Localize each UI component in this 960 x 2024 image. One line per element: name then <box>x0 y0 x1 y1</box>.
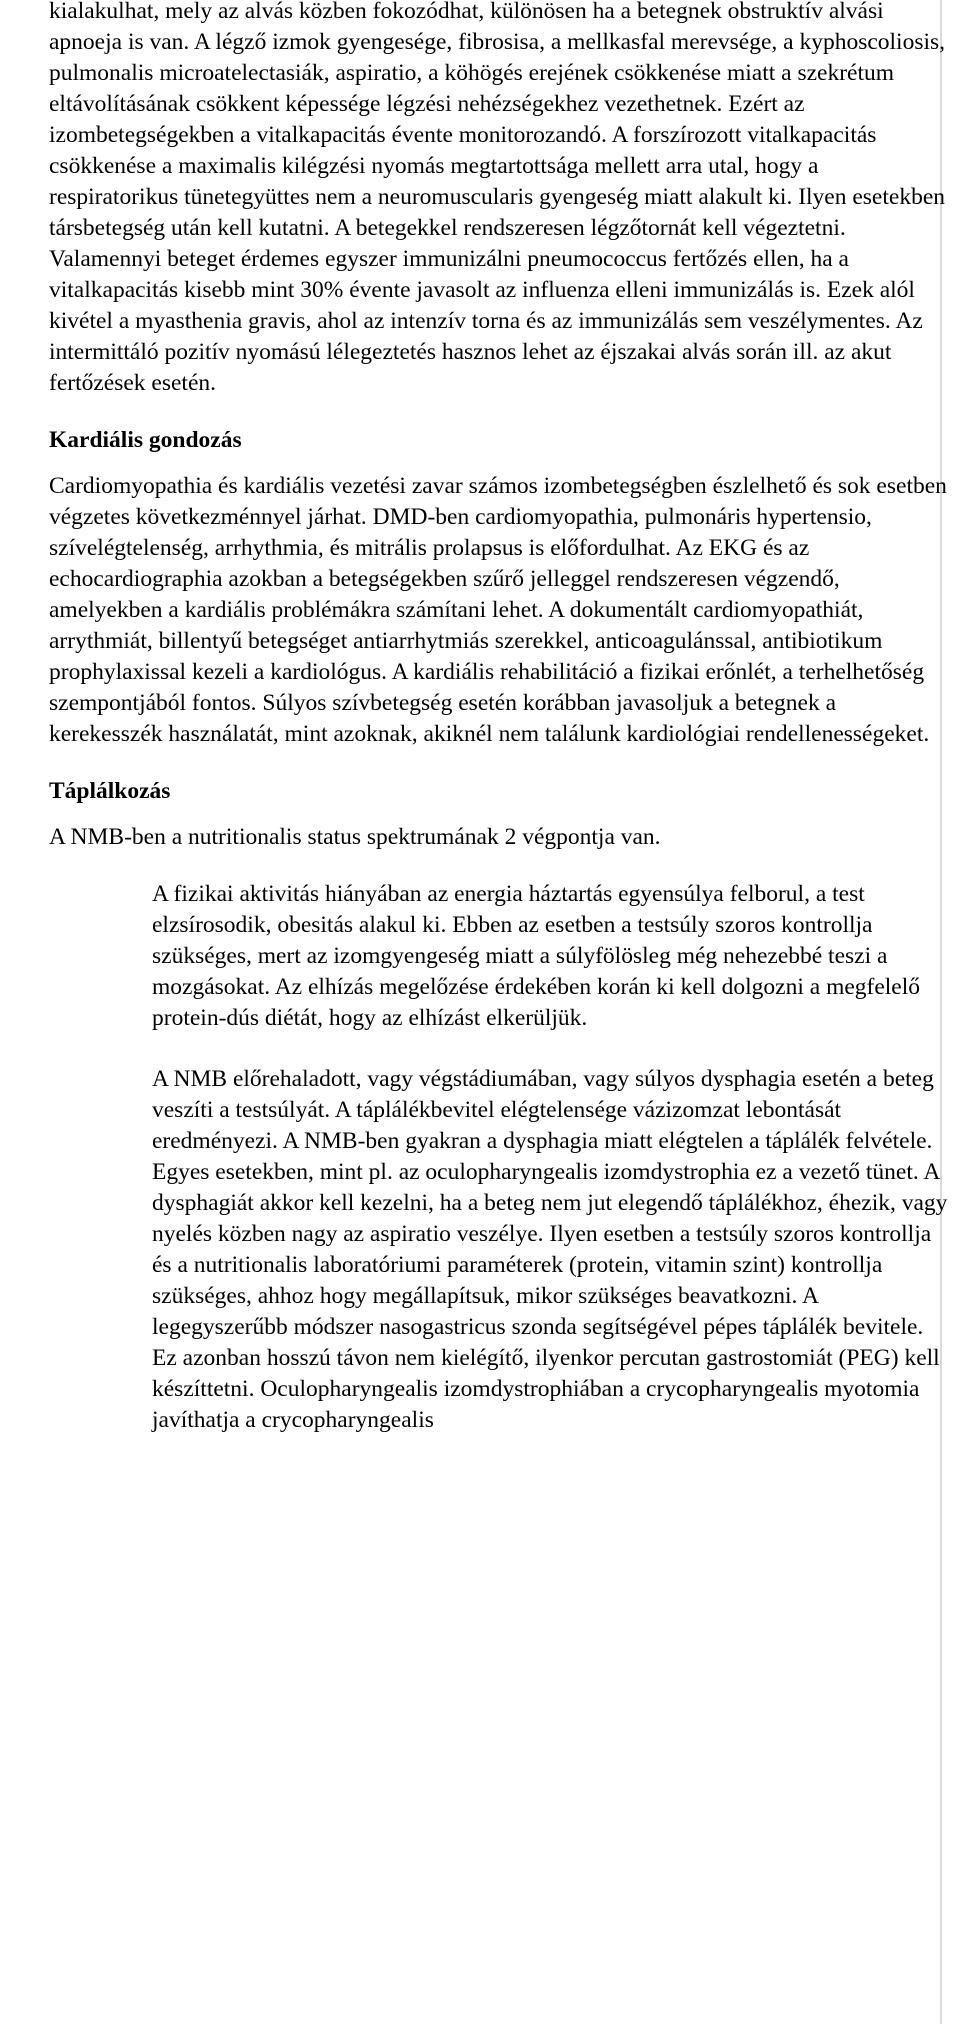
heading-nutrition: Táplálkozás <box>49 778 171 804</box>
cardiac-paragraph: Cardiomyopathia és kardiális vezetési zavar számos izombetegségben észlelhető és sok esetben végzetes következménnyel járhat. DMD-ben cardiomyopathia, pulmonáris hypertensio, szívelégtelenség, arrhythmia, és mitrális prolapsus is előfordulhat. Az EKG és az echocardiographia azokban a betegségekben szűrő jelleggel rendszeresen végzendő, amelyekben a kardiális problémákra számítani lehet. A dokumentált cardiomyopathiát, arrythmiát, billentyű betegséget antiarrhytmiás szerekkel, anticoagulánssal, antibiotikum prophylaxissal kezeli a kardiológus. A kardiális rehabilitáció a fizikai erőnlét, a terhelhetőség szempontjából fontos. Súlyos szívbetegség esetén korábban javasoljuk a betegnek a kerekesszék használatát, mint azoknak, akiknél nem találunk kardiológiai rendellenességeket. <box>49 473 947 747</box>
respiratory-paragraph: kialakulhat, mely az alvás közben fokozódhat, különösen ha a betegnek obstruktív alvási apnoeja is van. A légző izmok gyengesége, fibrosisa, a mellkasfal merevsége, a kyphoscoliosis, pulmonalis microatelectasiák, aspiratio, a köhögés erejének csökkenése miatt a szekrétum eltávolításának csökkent képessége légzési nehézségekhez vezethetnek. Ezért az izombetegségekben a vitalkapacitás évente monitorozandó. A forszírozott vitalkapacitás csökkenése a maximalis kilégzési nyomás megtartottsága mellett arra utal, hogy a respiratorikus tünetegyüttes nem a neuromuscularis gyengeség miatt alakult ki. Ilyen esetekben társbetegség után kell kutatni. A betegekkel rendszeresen légzőtornát kell végeztetni. Valamennyi beteget érdemes egyszer immunizálni pneumococcus fertőzés ellen, ha a vitalkapacitás kisebb mint 30% évente javasolt az influenza elleni immunizálás is. Ezek alól kivétel a myasthenia gravis, ahol az intenzív torna és az immunizálás sem veszélymentes. Az intermittáló pozitív nyomású lélegeztetés hasznos lehet az éjszakai alvás során ill. az akut fertőzések esetén. <box>49 0 946 396</box>
nutrition-item-weight-loss: A NMB előrehaladott, vagy végstádiumában, vagy súlyos dysphagia esetén a beteg veszíti a testsúlyát. A táplálékbevitel elégtelensége vázizomzat lebontását eredményezi. A NMB-ben gyakran a dysphagia miatt elégtelen a táplálék felvétele. Egyes esetekben, mint pl. az oculopharyngealis izomdystrophia ez a vezető tünet. A dysphagiát akkor kell kezelni, ha a beteg nem jut elegendő táplálékhoz, éhezik, vagy nyelés közben nagy az aspiratio veszélye. Ilyen esetben a testsúly szoros kontrollja és a nutritionalis laboratóriumi paraméterek (protein, vitamin szint) kontrollja szükséges, ahhoz hogy megállapítsuk, mikor szükséges beavatkozni. A legegyszerűbb módszer nasogastricus szonda segítségével pépes táplálék bevitele. Ez azonban hosszú távon nem kielégítő, ilyenkor percutan gastrostomiát (PEG) kell készíttetni. Oculopharyngealis izomdystrophiában a crycopharyngealis myotomia javíthatja a crycopharyngealis <box>152 1066 948 1433</box>
nutrition-item-obesity: A fizikai aktivitás hiányában az energia háztartás egyensúlya felborul, a test elzsírosodik, obesitás alakul ki. Ebben az esetben a testsúly szoros kontrollja szükséges, mert az izomgyengeség miatt a súlyfölösleg még nehezebbé teszi a mozgásokat. Az elhízás megelőzése érdekében korán ki kell dolgozni a megfelelő protein-dús diétát, hogy az elhízást elkerüljük. <box>152 881 921 1031</box>
heading-cardiac-care: Kardiális gondozás <box>49 427 242 453</box>
nutrition-intro: A NMB-ben a nutritionalis status spektrumának 2 végpontja van. <box>49 824 661 850</box>
